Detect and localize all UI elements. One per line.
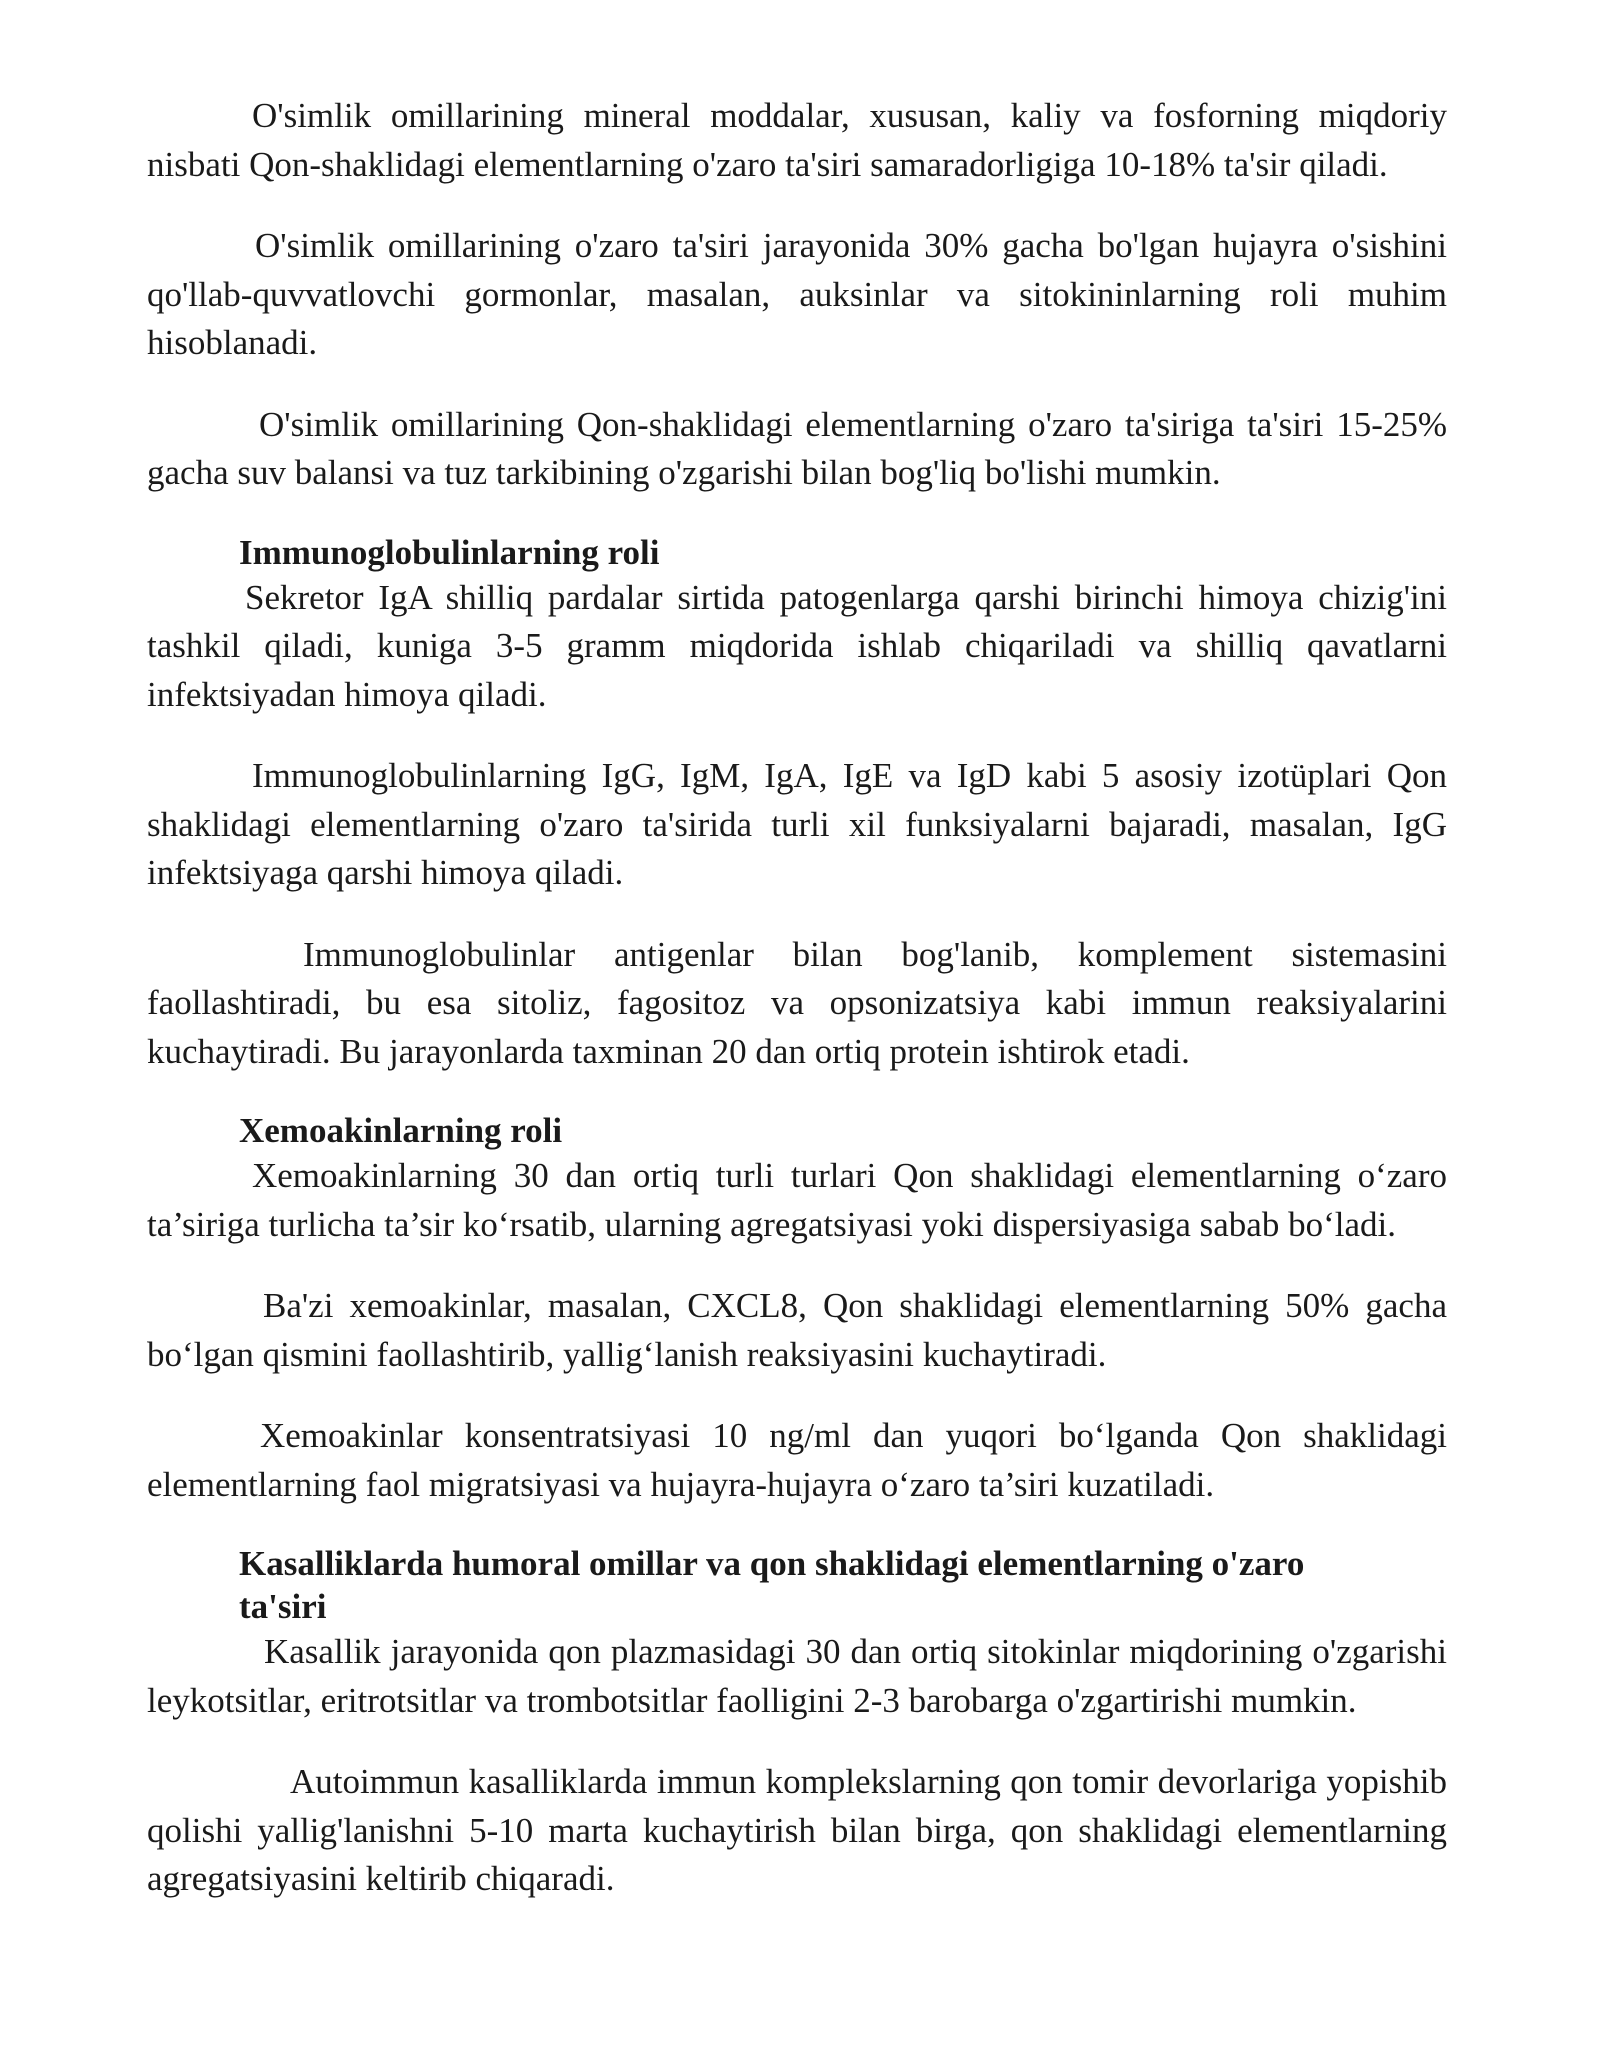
section-heading-immunoglobulins: Immunoglobulinlarning roli [239, 532, 660, 572]
document-page [147, 92, 1447, 1904]
paragraph-spacer [147, 189, 1447, 222]
paragraph-growth-hormones: O'simlik omillarining o'zaro ta'siri jarayonida 30% gacha bo'lgan hujayra o'sishini qo'llab-quvvatlovchi gormonlar, masalan, auksinlar va sitokininlarning roli muhim hisoblanadi. [147, 226, 1447, 362]
paragraph-chemokine-types: Xemoakinlarning 30 dan ortiq turli turlari Qon shaklidagi elementlarning o‘zaro ta’siriga turlicha ta’sir ko‘rsatib, ularning agregatsiyasi yoki dispersiyasiga sabab bo‘ladi. [147, 1156, 1447, 1244]
paragraph-spacer [147, 1509, 1447, 1542]
paragraph-mineral-ratio: O'simlik omillarining mineral moddalar, xususan, kaliy va fosforning miqdoriy nisbati Qon-shaklidagi elementlarning o'zaro ta'siri samaradorligiga 10-18% ta'sir qiladi. [147, 96, 1447, 184]
paragraph-water-balance: O'simlik omillarining Qon-shaklidagi elementlarning o'zaro ta'siriga ta'siri 15-25% gacha suv balansi va tuz tarkibining o'zgarishi bilan bog'liq bo'lishi mumkin. [147, 404, 1447, 492]
section-heading-diseases: Kasalliklarda humoral omillar va qon shaklidagi elementlarning o'zaro ta'siri [239, 1544, 1305, 1626]
section-heading-chemokines: Xemoakinlarning roli [239, 1111, 563, 1150]
paragraph-spacer [147, 1076, 1447, 1109]
paragraph-autoimmune: Autoimmun kasalliklarda immun komplekslarning qon tomir devorlariga yopishib qolishi yallig'lanishni 5-10 marta kuchaytirish bilan birga, qon shaklidagi elementlarning agregatsiyasini keltirib chiqaradi. [147, 1762, 1447, 1898]
paragraph-secretory-iga: Sekretor IgA shilliq pardalar sirtida patogenlarga qarshi birinchi himoya chizig'ini tashkil qiladi, kuniga 3-5 gramm miqdorida ishlab chiqariladi va shilliq qavatlarni infektsiyadan himoya qiladi. [147, 577, 1447, 714]
paragraph-isotypes: Immunoglobulinlarning IgG, IgM, IgA, IgE va IgD kabi 5 asosiy izotüplari Qon shaklidagi elementlarning o'zaro ta'sirida turli xil funksiyalarni bajaradi, masalan, IgG infektsiyaga qarshi himoya qiladi. [147, 756, 1447, 892]
paragraph-spacer [147, 1249, 1447, 1282]
paragraph-concentration: Xemoakinlar konsentratsiyasi 10 ng/ml dan yuqori bo‘lganda Qon shaklidagi elementlarning faol migratsiyasi va hujayra-hujayra o‘zaro ta’siri kuzatiladi. [147, 1416, 1447, 1504]
paragraph-cxcl8: Ba'zi xemoakinlar, masalan, CXCL8, Qon shaklidagi elementlarning 50% gacha bo‘lgan qismini faollashtirib, yallig‘lanish reaksiyasini kuchaytiradi. [147, 1286, 1447, 1374]
paragraph-spacer [147, 498, 1447, 531]
paragraph-cytokines: Kasallik jarayonida qon plazmasidagi 30 dan ortiq sitokinlar miqdorining o'zgarishi leykotsitlar, eritrotsitlar va trombotsitlar faolligini 2-3 barobarga o'zgartirishi mumkin. [147, 1632, 1447, 1720]
paragraph-spacer [147, 1379, 1447, 1412]
paragraph-spacer [147, 1725, 1447, 1758]
paragraph-complement: Immunoglobulinlar antigenlar bilan bog'lanib, komplement sistemasini faollashtiradi, bu esa sitoliz, fagositoz va opsonizatsiya kabi immun reaksiyalarini kuchaytiradi. Bu jarayonlarda taxminan 20 dan ortiq protein ishtirok etadi. [147, 934, 1447, 1071]
paragraph-spacer [147, 898, 1447, 931]
paragraph-spacer [147, 719, 1447, 752]
paragraph-spacer [147, 368, 1447, 401]
